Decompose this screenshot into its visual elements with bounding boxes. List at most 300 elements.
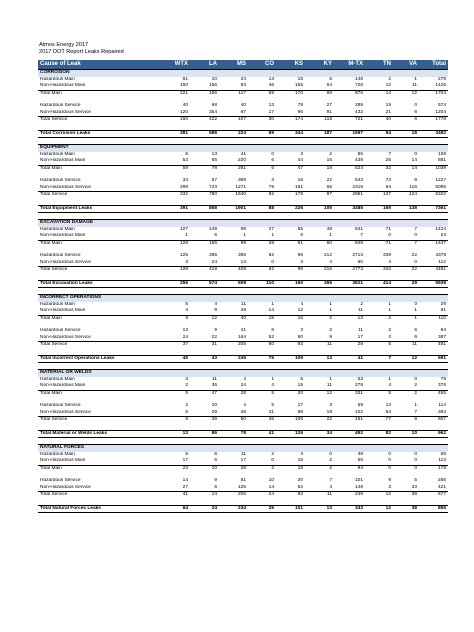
value-cell: 2 [329,458,332,463]
value-cell: 60 [357,259,363,265]
row-label: Non-Hazardous Service [40,334,91,340]
value-cell: 161 [294,184,303,190]
value-cell: 101 [276,505,305,513]
value-cell: 11 [241,301,246,307]
value-cell: 117 [219,90,248,97]
value-cell: 11 [327,383,332,388]
service-row [38,485,448,492]
section-title: CORROSION [38,70,448,77]
value-cell: 9 [214,328,217,333]
value-cell: 124 [393,192,419,199]
value-cell: 112 [438,259,446,265]
value-cell: 12 [385,83,391,88]
value-cell: 40 [219,315,248,322]
value-cell: 1 [414,76,417,82]
value-cell: 109 [276,355,305,363]
value-cell: 6 [185,409,188,415]
value-cell: 156 [208,83,217,88]
value-cell: 50 [219,417,248,424]
value-cell: 5 [185,301,188,307]
value-cell: 69 [305,90,334,97]
total-main-row [38,240,448,247]
value-cell: 387 [437,334,446,340]
spacer-cell [38,138,448,145]
service-row [38,260,448,267]
main-row [38,83,448,90]
value-cell: 4 [243,376,246,382]
value-cell: 1 [388,308,391,313]
value-cell: 2961 [334,192,365,199]
value-cell: 28 [248,240,276,247]
value-cell: 6 [214,458,217,463]
value-cell: 25 [385,158,391,163]
value-cell: 90 [297,334,303,340]
value-cell: 14 [268,308,274,313]
value-cell: 34 [305,430,334,438]
value-cell: 24 [182,334,188,340]
value-cell: 29 [440,301,446,307]
value-cell: 7 [329,478,332,483]
value-cell: 0 [414,301,417,307]
value-cell: 5 [248,390,276,397]
leaks-table [38,60,448,513]
value-cell: 15 [297,458,303,463]
value-cell: 64 [385,409,391,415]
spacer-row [38,363,448,370]
value-cell: 138 [393,205,419,213]
value-cell: 6 [393,117,419,124]
row-label: Hazardous Main [40,376,75,382]
value-cell: 40 [182,103,188,108]
value-cell: 116 [409,184,417,190]
value-cell: 27 [182,484,188,490]
value-cell: 1901 [219,205,248,213]
total-service-row [38,492,448,499]
value-cell: 22 [305,417,334,424]
value-cell: 53 [357,376,363,382]
value-cell: 432 [354,109,363,115]
value-cell: 6 [214,233,217,238]
value-cell: 2 [271,451,274,457]
row-label: Hazardous Service [40,253,81,258]
value-cell: 94 [440,328,446,333]
value-cell: 64 [326,83,332,88]
total-service-row [38,417,448,424]
value-cell: 780 [190,192,219,199]
value-cell: 6 [248,165,276,172]
value-cell: 7 [365,355,393,363]
value-cell: 298 [179,184,188,190]
value-cell: 332 [160,192,190,199]
section-total-row [38,355,448,363]
value-cell: 60 [248,342,276,349]
value-cell: 14 [182,478,188,483]
row-label: Total Service [38,117,160,124]
row-label: Total Equipment Leaks [38,205,160,213]
value-cell: 11 [305,342,334,349]
value-cell: 1271 [235,184,246,190]
value-cell: 39 [190,417,219,424]
value-cell: 13 [305,505,334,513]
value-cell: 187 [305,130,334,138]
service-row [38,185,448,192]
value-cell: 5 [160,390,190,397]
value-cell: 220 [237,158,246,163]
value-cell: 11 [393,342,419,349]
value-cell: 1 [388,301,391,307]
value-cell: 962 [419,430,448,438]
value-cell: 41 [334,355,365,363]
value-cell: 0 [329,451,332,457]
spacer-cell [38,213,448,220]
value-cell: 354 [208,109,217,115]
value-cell: 2 [388,328,391,333]
column-header: M-TX [334,60,365,70]
value-cell: 1 [243,233,246,238]
value-cell: 677 [419,492,448,499]
total-main-row [38,315,448,322]
value-cell: 1 [329,308,332,313]
value-cell: 2318 [352,184,363,190]
value-cell: 21 [385,109,391,115]
value-cell: 28 [219,390,248,397]
value-cell: 38 [393,492,419,499]
value-cell: 59 [248,90,276,97]
value-cell: 65 [211,158,217,163]
value-cell: 57 [211,178,217,183]
value-cell: 118 [305,117,334,124]
main-row [38,308,448,315]
value-cell: 3621 [334,280,365,288]
value-cell: 1 [271,301,274,307]
value-cell: 3 [185,376,188,382]
column-header: WTX [160,60,190,70]
value-cell: 249 [334,492,365,499]
value-cell: 33 [411,484,417,490]
row-label: Hazardous Service [40,328,81,333]
value-cell: 11 [212,376,217,382]
value-cell: 212 [323,253,332,258]
value-cell: 23 [160,465,190,472]
value-cell: 26 [248,505,276,513]
value-cell: 4 [300,451,303,457]
value-cell: 0 [414,151,417,157]
value-cell: 99 [219,240,248,247]
value-cell: 27 [326,103,332,108]
value-cell: 102 [354,409,363,415]
value-cell: 881 [437,158,446,163]
value-cell: 29 [240,308,246,313]
value-cell: 16 [326,158,332,163]
value-cell: 12 [190,315,219,322]
value-cell: 38 [393,505,419,513]
section-title: INCORRECT OPERATIONS [38,295,448,302]
value-cell: 148 [354,484,363,490]
value-cell: 4 [271,383,274,388]
value-cell: 0 [414,103,417,108]
value-cell: 7 [414,409,417,415]
row-label: Non-Hazardous Main [40,458,86,463]
section-total-row [38,505,448,513]
section-header-row [38,70,448,77]
value-cell: 164 [237,334,246,340]
value-cell: 62 [297,484,303,490]
service-row [38,410,448,417]
value-cell: 0 [388,233,391,238]
value-cell: 1778 [419,117,448,124]
value-cell: 6 [214,451,217,457]
value-cell: 574 [437,103,446,108]
total-main-row [38,165,448,172]
value-cell: 43 [190,355,219,363]
value-cell: 127 [179,226,188,232]
value-cell: 0 [365,465,393,472]
value-cell: 20 [297,478,303,483]
value-cell: 155 [294,83,303,88]
value-cell: 344 [276,130,305,138]
document-title: Atmos Energy 2017 [39,42,89,48]
row-label: Non-Hazardous Service [40,484,91,490]
row-label: Total Service [38,417,160,424]
value-cell: 343 [365,267,393,274]
value-cell: 2 [248,465,276,472]
value-cell: 1 [393,315,419,322]
value-cell: 94 [334,465,365,472]
value-cell: 5 [414,328,417,333]
value-cell: 876 [334,90,365,97]
value-cell: 4 [300,301,303,307]
value-cell: 18 [305,165,334,172]
value-cell: 178 [419,465,448,472]
value-cell: 110 [419,315,448,322]
value-cell: 14 [365,90,393,97]
value-cell: 14 [268,484,274,490]
value-cell: 49 [326,226,332,232]
value-cell: 419 [190,267,219,274]
value-cell: 4 [329,259,332,265]
value-cell: 1 [271,233,274,238]
value-cell: 261 [219,165,248,172]
value-cell: 22 [411,253,417,258]
value-cell: 2713 [352,253,363,258]
value-cell: 0 [271,458,274,463]
value-cell: 64 [385,184,391,190]
value-cell: 588 [190,130,219,138]
value-cell: 29 [211,409,217,415]
value-cell: 391 [160,205,190,213]
section-total-row [38,430,448,438]
value-cell: 22 [326,178,332,183]
value-cell: 395 [208,253,217,258]
value-cell: 47 [276,165,305,172]
value-cell: 3 [388,484,391,490]
value-cell: 438 [354,158,363,163]
value-cell: 2 [185,403,188,408]
value-cell: 7361 [419,205,448,213]
value-cell: 508 [219,280,248,288]
value-cell: 36 [248,417,276,424]
value-cell: 414 [365,280,393,288]
value-cell: 234 [219,505,248,513]
value-cell: 6 [300,233,303,238]
value-cell: 721 [334,117,365,124]
main-row [38,158,448,165]
spacer-cell [38,363,448,370]
spacer-cell [38,288,448,295]
value-cell: 524 [334,165,365,172]
section-total-row [38,205,448,213]
value-cell: 3 [300,328,303,333]
value-cell: 9 [214,478,217,483]
value-cell: 221 [160,90,190,97]
value-cell: 78 [297,103,303,108]
value-cell: 10 [211,403,217,408]
row-label: Non-Hazardous Main [40,308,86,313]
value-cell: 22 [393,267,419,274]
value-cell: 14 [411,158,417,163]
value-cell: 79 [440,376,446,382]
value-cell: 421 [437,484,446,490]
section-header-row [38,445,448,452]
value-cell: 5 [414,478,417,483]
value-cell: 46 [268,83,274,88]
value-cell: 1 [388,376,391,382]
value-cell: 1597 [334,130,365,138]
value-cell: 77 [365,417,393,424]
row-label: Total Excavation Leaks [38,280,160,288]
value-cell: 492 [334,430,365,438]
value-cell: 24 [248,492,276,499]
main-row [38,458,448,465]
value-cell: 395 [237,253,246,258]
value-cell: 44 [297,158,303,163]
value-cell: 96 [297,109,303,115]
leaks-table-body [38,70,448,513]
section-header-row [38,145,448,152]
total-main-row [38,90,448,97]
value-cell: 1 [185,233,188,238]
value-cell: 369 [237,178,246,183]
value-cell: 8 [414,178,417,183]
value-cell: 455 [419,390,448,397]
value-cell: 82 [248,192,276,199]
service-row [38,335,448,342]
value-cell: 41 [240,328,246,333]
value-cell: 19 [276,465,305,472]
value-cell: 4 [185,308,188,313]
value-cell: 1039 [419,165,448,172]
row-label: Total Main [38,465,160,472]
value-cell: 591 [419,355,448,363]
value-cell: 3 [300,259,303,265]
value-cell: 13 [268,103,274,108]
section-header-row [38,220,448,227]
row-label: Hazardous Main [40,301,75,307]
value-cell: 4491 [419,267,448,274]
value-cell: 137 [365,192,393,199]
value-cell: 1204 [435,109,446,115]
value-cell: 376 [437,383,446,388]
row-label: Total Main [38,390,160,397]
document-subtitle: 2017 DOT Report Leaks Repaired [39,49,124,55]
value-cell: 4 [243,403,246,408]
value-cell: 17 [182,458,188,463]
value-cell: 2 [414,383,417,388]
value-cell: 126 [276,430,305,438]
value-cell: 11 [358,328,363,333]
value-cell: 54 [365,130,393,138]
section-title: EQUIPMENT [38,145,448,152]
row-label: Hazardous Main [40,76,75,82]
value-cell: 125 [179,253,188,258]
value-cell: 10 [211,76,217,82]
section-title: NATURAL FORCES [38,445,448,452]
column-header: TN [365,60,393,70]
value-cell: 643 [354,178,363,183]
value-cell: 11 [241,451,246,457]
value-cell: 24 [240,76,246,82]
value-cell: 0 [414,233,417,238]
row-label: Total Corrosion Leaks [38,130,160,138]
row-label: Total Main [38,315,160,322]
spacer-row [38,213,448,220]
value-cell: 278 [354,383,363,388]
value-cell: 64 [160,505,190,513]
value-cell: 289 [354,103,363,108]
value-cell: 5 [214,484,217,490]
total-service-row [38,342,448,349]
value-cell: 7 [388,151,391,157]
value-cell: 158 [437,151,446,157]
row-label: Non-Hazardous Main [40,83,86,88]
row-label: Total Service [38,267,160,274]
value-cell: 5 [271,403,274,408]
total-service-row [38,267,448,274]
value-cell: 41 [240,151,246,157]
value-cell: 174 [276,117,305,124]
value-cell: 0 [414,458,417,463]
value-cell: 47 [190,390,219,397]
column-header: Cause of Leak [38,60,160,70]
value-cell: 59 [160,165,190,172]
value-cell: 6 [185,451,188,457]
row-label: Total Natural Forces Leaks [38,505,160,513]
main-row [38,383,448,390]
value-cell: 169 [365,205,393,213]
value-cell: 15 [248,315,276,322]
value-cell: 10 [190,465,219,472]
value-cell: 3 [329,403,332,408]
value-cell: 224 [219,130,248,138]
value-cell: 15 [297,383,303,388]
section-title: EXCAVATION DAMAGE [38,220,448,227]
value-cell: 2 [393,390,419,397]
value-cell: 4 [329,484,332,490]
value-cell: 848 [334,240,365,247]
value-cell: 67 [240,109,246,115]
header-row [38,60,448,70]
value-cell: 11 [412,83,417,88]
value-cell: 256 [437,478,446,483]
value-cell: 3485 [334,205,365,213]
row-label: Hazardous Main [40,226,75,232]
value-cell: 99 [276,267,305,274]
value-cell: 8 [160,417,190,424]
value-cell: 75 [248,355,276,363]
row-label: Hazardous Service [40,178,81,183]
value-cell: 46 [160,355,190,363]
column-header: VA [393,60,419,70]
